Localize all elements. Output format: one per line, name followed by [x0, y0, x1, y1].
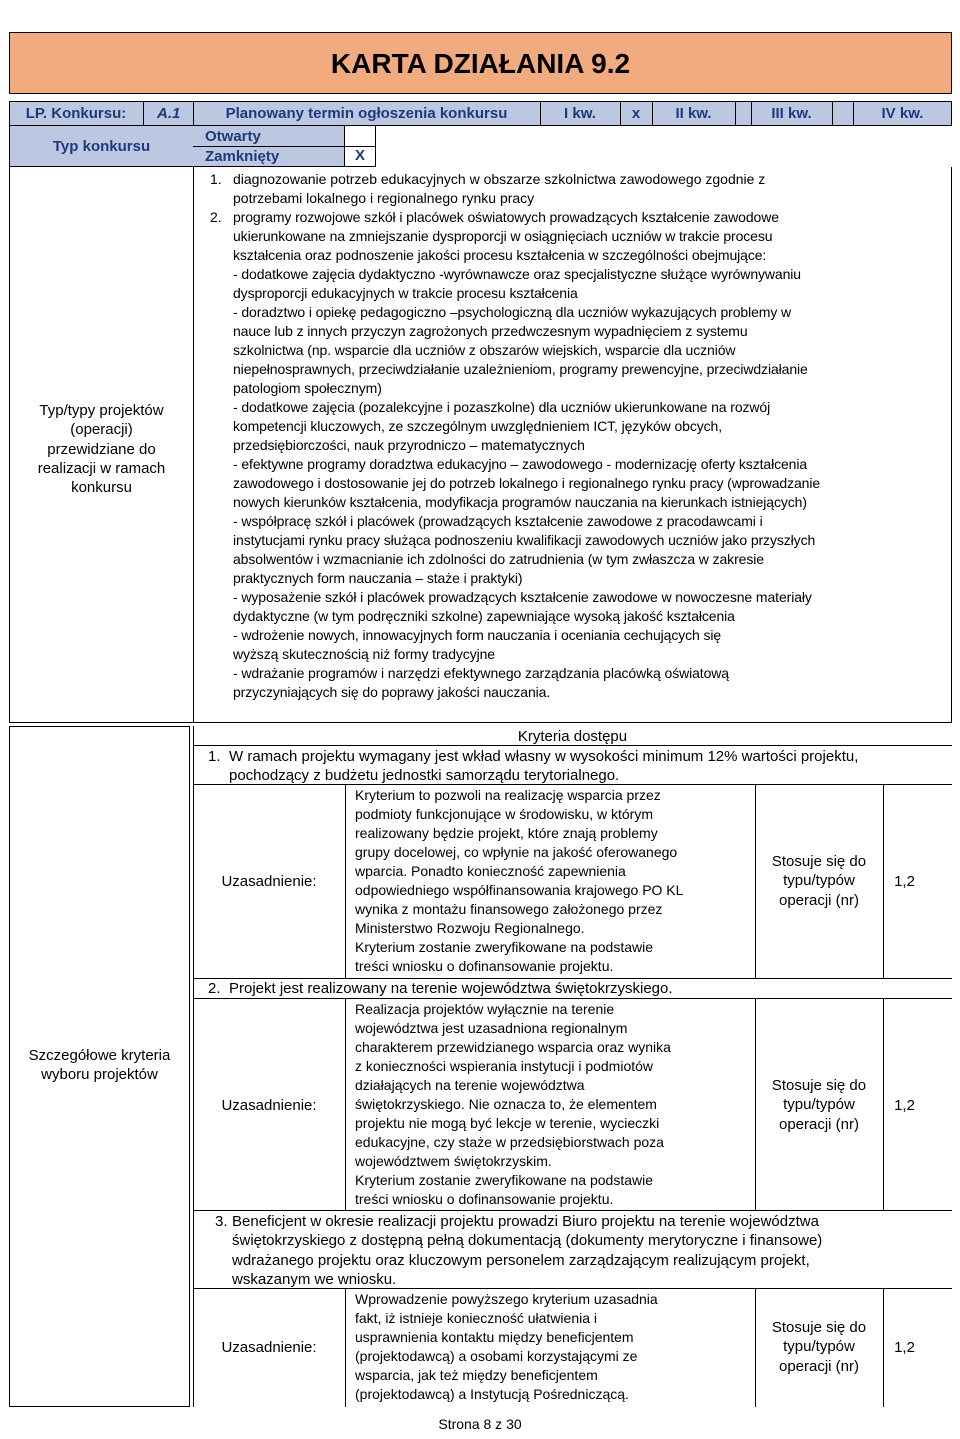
criteria-label: Szczegółowe kryteria wyboru projektów: [28, 1047, 171, 1084]
closed-mark: X: [354, 147, 365, 164]
quarter-4-label: IV kw.: [881, 105, 924, 122]
criterion-2-applies-to: Stosuje się do typu/typów operacji (nr): [771, 1077, 867, 1133]
page-title: KARTA DZIAŁANIA 9.2: [330, 48, 631, 79]
lp-value: A.1: [157, 105, 181, 122]
criterion-3-justification: Wprowadzenie powyższego kryterium uzasadnia fakt, iż istnieje konieczność ułatwienia i usprawnienia kontaktu między beneficjentem (projektodawcą) a osobami korzystającymi ze wsparcia, jak też między beneficjentem (projektodawcą) a Instytucją Pośredniczącą.: [355, 1291, 658, 1402]
criterion-2-types-value: 1,2: [894, 1097, 915, 1114]
criterion-3-number: 3.: [215, 1213, 228, 1230]
criterion-2-justification-label: Uzasadnienie:: [221, 1097, 317, 1114]
closed-checkbox[interactable]: [345, 146, 376, 167]
criterion-3-justification-label: Uzasadnienie:: [221, 1339, 317, 1356]
criterion-1-justification: Kryterium to pozwoli na realizację wsparcia przez podmioty funkcjonujące w środowisku, w którym realizowany będzie projekt, które znają problemy grupy docelowej, co wpłynie na jakość oferowanego wparcia. Ponadto konieczność zapewnienia odpowiedniego współfinansowania krajowego PO KL wynika z montażu finansowego założonego przez Ministerstwo Rozwoju Regionalnego. Kryterium zostanie zweryfikowane na podstawie treści wniosku o dofinansowanie projektu.: [355, 787, 684, 974]
criterion-1-applies-to: Stosuje się do typu/typów operacji (nr): [771, 853, 867, 909]
project-types-label: Typ/typy projektów (operacji) przewidziane do realizacji w ramach konkursu: [37, 402, 166, 497]
lp-label: LP. Konkursu:: [25, 105, 127, 122]
criterion-1-number: 1.: [208, 748, 221, 765]
open-checkbox[interactable]: [345, 126, 376, 147]
quarter-3-label: III kw.: [771, 105, 812, 122]
project-type-1-text: diagnozowanie potrzeb edukacyjnych w obszarze szkolnictwa zawodowego zgodnie z potrzebami lokalnego i regionalnego rynku pracy: [233, 171, 766, 206]
criterion-1-text: W ramach projektu wymagany jest wkład własny w wysokości minimum 12% wartości projektu, pochodzący z budżetu jednostki samorządu terytorialnego.: [229, 748, 859, 785]
closed-label: Zamknięty: [205, 148, 280, 165]
title-band: [9, 32, 952, 94]
project-type-2-text: programy rozwojowe szkół i placówek oświatowych prowadzących kształcenie zawodowe ukierunkowane na zmniejszanie dysproporcji w osiągnięciach uczniów w trakcie procesu kształcenia oraz podnoszenie jakości procesu kształcenia w szczególności obejmujące: - dodatkowe zajęcia dydaktyczno -wyrównawcze oraz specjalistyczne służące wyrównywaniu dysproporcji edukacyjnych w trakcie procesu kształcenia - doradztwo i opiekę pedagogiczno –psychologiczną dla uczniów wykazujących problemy w nauce lub z innych przyczyn zagrożonych przedwczesnym wypadnięciem z systemu szkolnictwa (np. wsparcie dla uczniów z obszarów wiejskich, wsparcie dla uczniów niepełnosprawnych, przeciwdziałanie uzależnieniom, programy prewencyjne, przeciwdziałanie patologiom społecznym) - dodatkowe zajęcia (pozalekcyjne i pozaszkolne) dla uczniów ukierunkowane na rozwój kompetencji kluczowych, ze szczególnym uwzględnieniem ICT, języków obcych, przedsiębiorczości, nauk przyrodniczo – matematycznych - efektywne programy doradztwa edukacyjno – zawodowego - modernizację oferty kształcenia zawodowego i dostosowanie jej do potrzeb lokalnego i regionalnego rynku pracy (wprowadzanie nowych kierunków kształcenia, modyfikacja programów nauczania na kierunkach istniejących) - współpracę szkół i placówek (prowadzących kształcenie zawodowe z pracodawcami i instytucjami rynku pracy służąca podnoszeniu kwalifikacji zawodowych uczniów jako przyszłych absolwentów i wzmacnianie ich zdolności do zatrudnienia (w tym zwłaszcza w zakresie praktycznych form nauczania – staże i praktyki) - wyposażenie szkół i placówek prowadzących kształcenie zawodowe w nowoczesne materiały dydaktyczne (w tym podręczniki szkolne) zapewniające wysoką jakość kształcenia - wdrożenie nowych, innowacyjnych form nauczania i oceniania cechujących się wyższą skutecznością niż formy tradycyjne - wdrażanie programów i narzędzi efektywnego zarządzania placówką oświatową przyczyniających się do poprawy jakości nauczania.: [233, 209, 821, 700]
criterion-2-number: 2.: [208, 980, 221, 997]
quarter-1-label: I kw.: [564, 105, 596, 122]
criterion-3-types-value: 1,2: [894, 1339, 915, 1356]
criterion-3-text: Beneficjent w okresie realizacji projektu prowadzi Biuro projektu na terenie województwa świętokrzyskiego z dostępną pełną dokumentacją (dokumenty merytoryczne i finansowe) wdrażanego projektu oraz kluczowym personelem zarządzającym realizującym projekt, wskazanym we wniosku.: [232, 1213, 823, 1288]
criterion-2-justification: Realizacja projektów wyłącznie na terenie województwa jest uzasadniona regionalnym charakterem przewidzianego wsparcia oraz wynika z konieczności wspierania instytucji i podmiotów działających na terenie województwa świętokrzyskiego. Nie oznacza to, że elementem projektu nie mogą być lekcje w terenie, wycieczki edukacyjne, czy staże w przedsiębiorstwach poza województwem świętokrzyskim. Kryterium zostanie zweryfikowane na podstawie treści wniosku o dofinansowanie projektu.: [355, 1001, 671, 1207]
criterion-1-types-value: 1,2: [894, 873, 915, 890]
quarter-1-checkbox[interactable]: x: [631, 105, 641, 122]
competition-type-label: Typ konkursu: [52, 138, 151, 155]
criteria-heading: Kryteria dostępu: [517, 728, 628, 745]
open-label: Otwarty: [205, 128, 261, 145]
quarter-2-label: II kw.: [675, 105, 712, 122]
project-type-2-number: 2.: [210, 209, 222, 225]
criterion-2-text: Projekt jest realizowany na terenie województwa świętokrzyskiego.: [229, 980, 673, 997]
criterion-3-applies-to: Stosuje się do typu/typów operacji (nr): [771, 1319, 867, 1375]
criterion-1-justification-label: Uzasadnienie:: [221, 873, 317, 890]
planned-date-label: Planowany termin ogłoszenia konkursu: [225, 105, 508, 122]
page-number: Strona 8 z 30: [438, 1416, 522, 1432]
project-type-1-number: 1.: [210, 171, 222, 187]
